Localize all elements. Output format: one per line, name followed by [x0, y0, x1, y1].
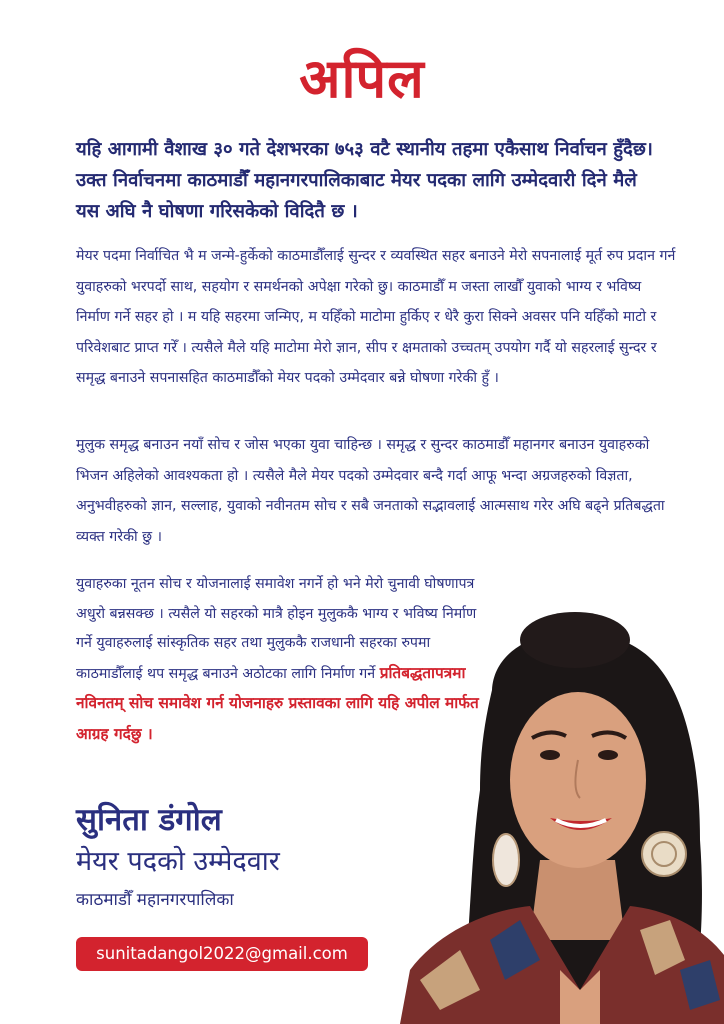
email-contact[interactable]: sunitadangol2022@gmail.com	[76, 937, 368, 971]
neck-shape	[530, 860, 625, 940]
left-earring	[493, 834, 519, 886]
body-paragraph-2: मुलुक समृद्ध बनाउन नयाँ सोच र जोस भएका युवा चाहिन्छ । समृद्ध र सुन्दर काठमाडौँ महानगर बनाउन युवाहरुको भिजन अहिलेको आवश्यकता हो । त्यसैले मैले मेयर पदको उम्मेदवार बन्दै गर्दा आफू भन्दा अग्रजहरुको विज्ञता, अनुभवीहरुको ज्ञान, सल्लाह, युवाको नवीनतम सोच र सबै जनताको सद्भावलाई आत्मसाथ गरेर अघि बढ्ने प्रतिबद्धता व्यक्त गरेकी छु ।	[76, 437, 665, 545]
candidate-role: मेयर पदको उम्मेदवार	[76, 846, 280, 877]
right-earring	[642, 832, 686, 876]
candidate-portrait	[400, 610, 724, 1024]
lead-paragraph: यहि आगामी वैशाख ३० गते देशभरका ७५३ वटै स्थानीय तहमा एकैसाथ निर्वाचन हुँदैछ। उक्त निर्वाचनमा काठमाडौँ महानगरपालिकाबाट मेयर पदका लागि उम्मेदवारी दिने मैले यस अघि नै घोषणा गरिसकेको विदितै छ ।	[76, 139, 653, 222]
page-title: अपिल	[299, 47, 425, 110]
candidate-name: सुनिता डंगोल	[76, 802, 222, 838]
face-shape	[510, 692, 646, 868]
body-paragraph-1: मेयर पदमा निर्वाचित भै म जन्मे-हुर्केको काठमाडौँलाई सुन्दर र व्यवस्थित सहर बनाउने मेरो सपनालाई मूर्त रुप प्रदान गर्न युवाहरुको भरपर्दो साथ, सहयोग र समर्थनको अपेक्षा गरेको छु। काठमाडौँ म जस्ता लाखौँ युवाको भाग्य र भविष्य निर्माण गर्ने सहर हो । म यहि सहरमा जन्मिए, म यहिँको माटोमा हुर्किए र धेरै कुरा सिक्ने अवसर पनि यहिँको माटो र परिवेशबाट प्राप्त गरेँ । त्यसैले मैले यहि माटोमा मेरो ज्ञान, सीप र क्षमताको उच्चतम् उपयोग गर्दै यो सहरलाई सुन्दर र समृद्ध बनाउने सपनासहित काठमाडौँको मेयर पदको उम्मेदवार बन्ने घोषणा गरेकी हुँ ।	[76, 248, 676, 386]
hair-bun	[520, 612, 630, 668]
appeal-highlight: प्रतिबद्धतापत्रमा नविनतम् सोच समावेश गर्न योजनाहरु प्रस्तावका लागि यहि अपील मार्फत आग्रह गर्दछु ।	[76, 663, 479, 743]
candidate-organization: काठमाडौँ महानगरपालिका	[76, 890, 234, 910]
body-paragraph-3-text: युवाहरुका नूतन सोच र योजनालाई समावेश नगर्ने हो भने मेरो चुनावी घोषणापत्र अधुरो बन्नसक्छ । त्यसैले यो सहरको मात्रै होइन मुलुककै भाग्य र भविष्य निर्माण गर्ने युवाहरुलाई सांस्कृतिक सहर तथा मुलुककै राजधानी सहरका रुपमा काठमाडौँलाई थप समृद्ध बनाउने अठोटका लागि निर्माण गर्ने	[76, 576, 477, 682]
